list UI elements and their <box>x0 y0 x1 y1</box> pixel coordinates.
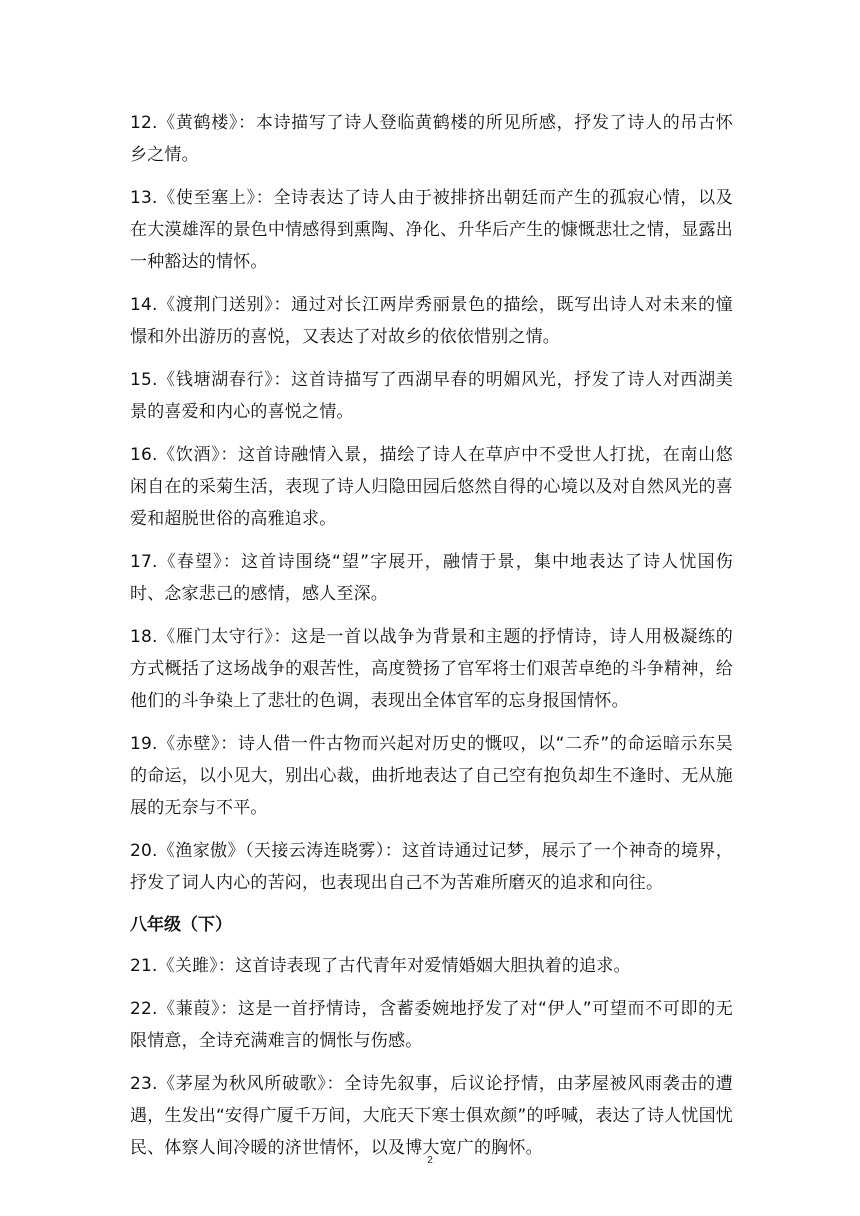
poem-entry-18: 18.《雁门太守行》：这是一首以战争为背景和主题的抒情诗，诗人用极凝练的方式概括了这场战争的艰苦性，高度赞扬了官军将士们艰苦卓绝的斗争精神，给他们的斗争染上了悲壮的色调，表现出全体官军的忘身报国情怀。 <box>130 627 733 711</box>
section-heading: 八年级（下） <box>130 915 232 935</box>
poem-entry-13: 13.《使至塞上》：全诗表达了诗人由于被排挤出朝廷而产生的孤寂心情，以及在大漠雄浑的景色中情感得到熏陶、净化、升华后产生的慷慨悲壮之情，显露出一种豁达的情怀。 <box>130 188 733 272</box>
poem-entry-23: 23.《茅屋为秋风所破歌》：全诗先叙事，后议论抒情，由茅屋被风雨袭击的遭遇，生发出“安得广厦千万间，大庇天下寒士俱欢颜”的呼喊，表达了诗人忧国忧民、体察人间冷暖的济世情怀，以及博大宽广的胸怀。 <box>130 1074 733 1158</box>
page-number: 2 <box>427 1155 433 1166</box>
poem-entry-14: 14.《渡荆门送别》：通过对长江两岸秀丽景色的描绘，既写出诗人对未来的憧憬和外出游历的喜悦，又表达了对故乡的依依惜别之情。 <box>130 295 733 347</box>
poem-entry-16: 16.《饮酒》：这首诗融情入景，描绘了诗人在草庐中不受世人打扰，在南山悠闲自在的采菊生活，表现了诗人归隐田园后悠然自得的心境以及对自然风光的喜爱和超脱世俗的高雅追求。 <box>130 445 733 529</box>
poem-entry-20: 20.《渔家傲》（天接云涛连晓雾）：这首诗通过记梦，展示了一个神奇的境界，抒发了词人内心的苦闷，也表现出自己不为苦难所磨灭的追求和向往。 <box>130 841 733 893</box>
poem-entry-15: 15.《钱塘湖春行》：这首诗描写了西湖早春的明媚风光，抒发了诗人对西湖美景的喜爱和内心的喜悦之情。 <box>130 370 733 422</box>
page-content <box>130 107 733 1175</box>
poem-entry-12: 12.《黄鹤楼》：本诗描写了诗人登临黄鹤楼的所见所感，抒发了诗人的吊古怀乡之情。 <box>130 113 733 165</box>
poem-entry-17: 17.《春望》：这首诗围绕“望”字展开，融情于景，集中地表达了诗人忧国伤时、念家悲己的感情，感人至深。 <box>130 552 733 604</box>
poem-entry-21: 21.《关雎》：这首诗表现了古代青年对爱情婚姻大胆执着的追求。 <box>130 956 631 976</box>
poem-entry-22: 22.《蒹葭》：这是一首抒情诗，含蓄委婉地抒发了对“伊人”可望而不可即的无限情意，全诗充满难言的惆怅与伤感。 <box>130 999 733 1051</box>
poem-entry-19: 19.《赤壁》：诗人借一件古物而兴起对历史的慨叹，以“二乔”的命运暗示东吴的命运，以小见大，别出心裁，曲折地表达了自己空有抱负却生不逢时、无从施展的无奈与不平。 <box>130 734 733 818</box>
